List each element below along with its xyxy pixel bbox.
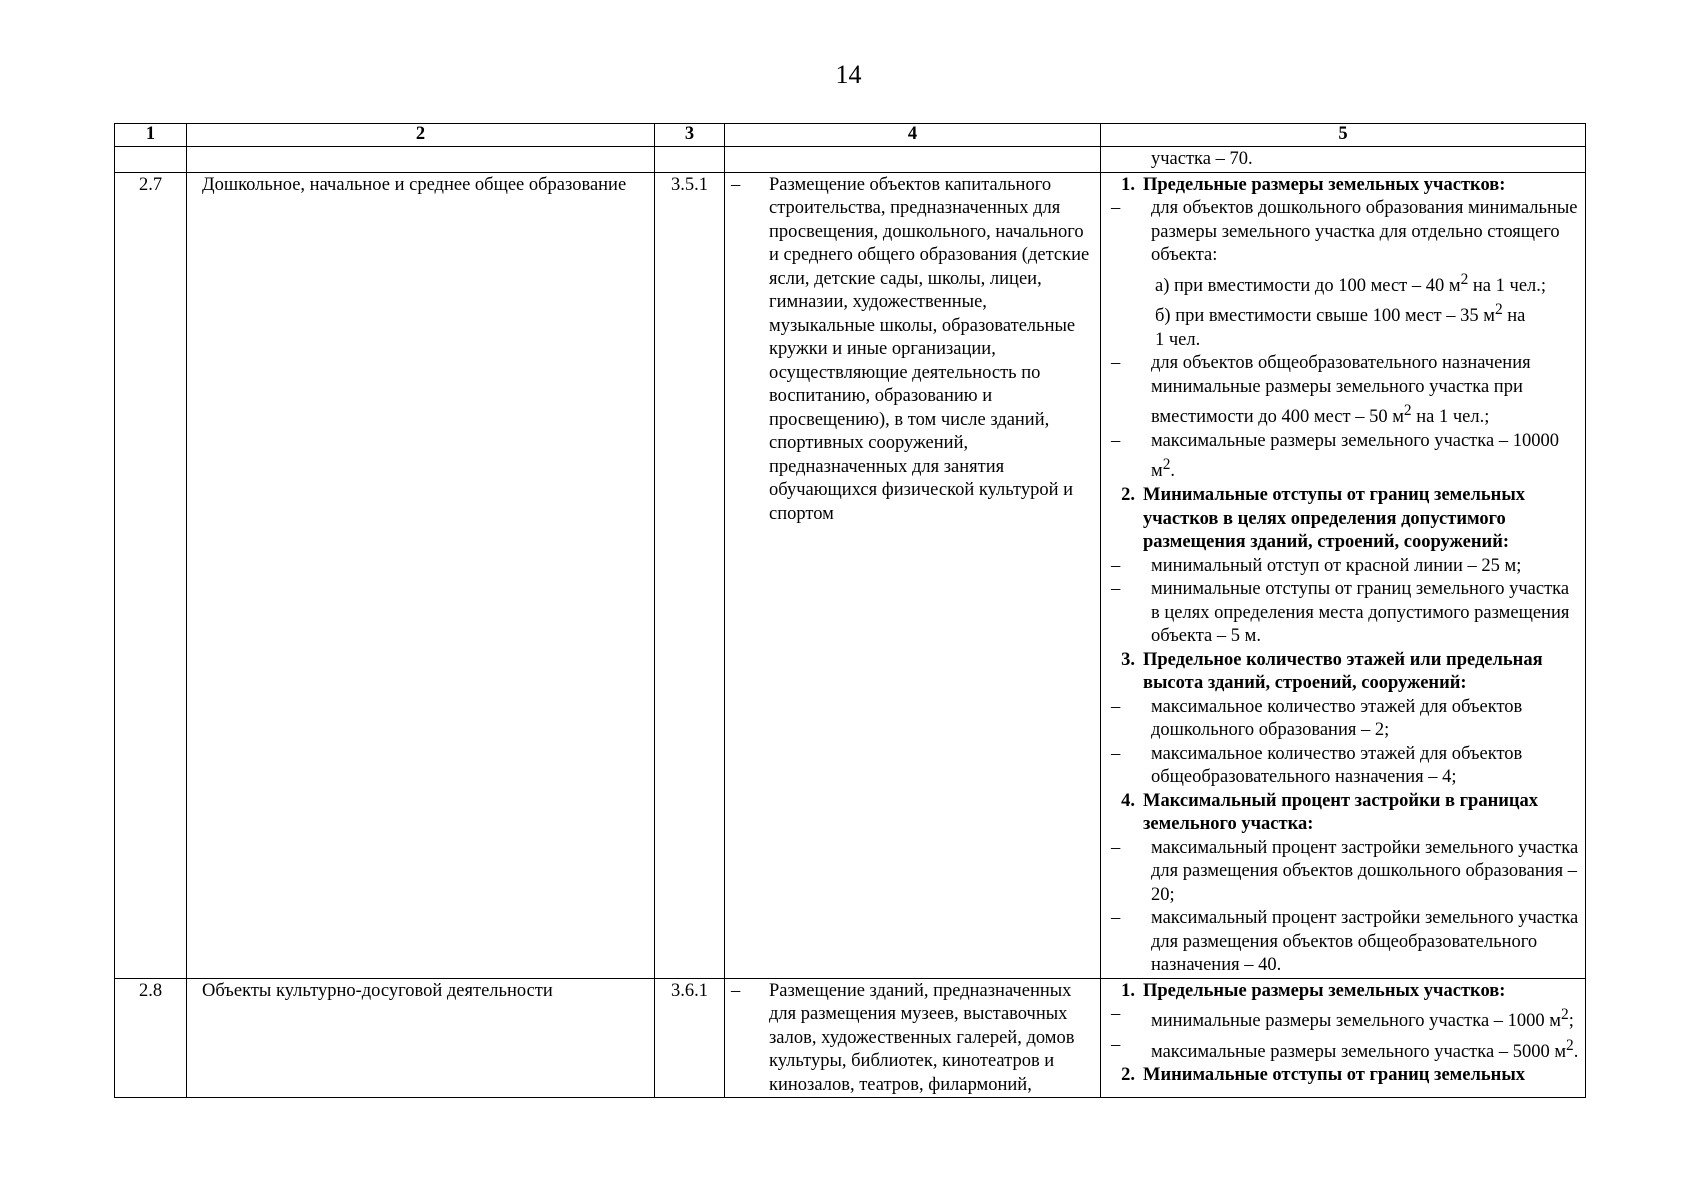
use-type-name: Объекты культурно-досуговой деятельности: [187, 978, 655, 1098]
param-item: – максимальные размеры земельного участка – 10000 $м^2$.: [1111, 430, 1559, 482]
param-heading: 3. Предельное количество этажей или предельная высота зданий, строений, сооружений:: [1121, 649, 1543, 694]
param-item: – максимальный процент застройки земельного участка для размещения объектов общеобразовательного назначения – 40.: [1111, 908, 1579, 976]
param-heading: 1. Предельные размеры земельных участков:: [1121, 980, 1506, 1001]
continuation-cell: участка – 70.: [1101, 147, 1586, 173]
header-cell: 5: [1101, 124, 1586, 147]
param-item: – минимальные отступы от границ земельного участка в целях определения места допустимого размещения объекта – 5 м.: [1111, 579, 1570, 647]
table-row: [115, 172, 1586, 978]
header-cell: 2: [187, 124, 655, 147]
row-number: 2.8: [115, 978, 187, 1098]
param-item: – максимальный процент застройки земельного участка для размещения объектов дошкольного образования – 20;: [1111, 837, 1579, 905]
use-type-name: Дошкольное, начальное и среднее общее образование: [187, 172, 655, 978]
dash-marker: –: [731, 980, 741, 1001]
param-heading: 2. Минимальные отступы от границ земельных участков в целях определения допустимого размещения зданий, строений, сооружений:: [1121, 485, 1526, 553]
param-item: – максимальное количество этажей для объектов общеобразовательного назначения – 4;: [1111, 743, 1523, 788]
parameters-cell: [1101, 172, 1586, 978]
continuation-row: [115, 147, 1586, 173]
param-heading: 1. Предельные размеры земельных участков:: [1121, 174, 1506, 195]
dash-marker: –: [731, 174, 741, 195]
param-subitem: а) при вместимости до 100 мест – 40 $м^2$ на 1 чел.;: [1155, 270, 1547, 296]
param-item: – для объектов общеобразовательного назначения минимальные размеры земельного участка при вместимости до 400 мест – 50 $м^2$ на 1 чел.;: [1111, 353, 1531, 428]
param-subitem-cont: 1 чел.: [1155, 329, 1201, 350]
use-code: 3.6.1: [655, 978, 725, 1098]
description-text: Размещение зданий, предназначенных для размещения музеев, выставочных залов, художественных галерей, домов культуры, библиотек, кинотеатров и кинозалов, театров, филармоний,: [769, 980, 1075, 1095]
table-row: [115, 978, 1586, 1098]
use-description: [725, 978, 1101, 1098]
row-number: 2.7: [115, 172, 187, 978]
param-heading: 4. Максимальный процент застройки в границах земельного участка:: [1121, 790, 1539, 835]
parameters-cell: [1101, 978, 1586, 1098]
page-number: 14: [835, 60, 862, 89]
param-item: – максимальное количество этажей для объектов дошкольного образования – 2;: [1111, 696, 1523, 741]
header-cell: 3: [655, 124, 725, 147]
regulations-table: [114, 123, 1586, 1098]
use-code: 3.5.1: [655, 172, 725, 978]
param-item: – минимальные размеры земельного участка – 1000 $м^2$;: [1111, 1004, 1574, 1032]
header-cell: 4: [725, 124, 1101, 147]
param-item: – максимальные размеры земельного участка – 5000 $м^2$.: [1111, 1034, 1579, 1062]
param-subitem: б) при вместимости свыше 100 мест – 35 $м^2$ на: [1155, 301, 1526, 327]
header-cell: 1: [115, 124, 187, 147]
param-item: – для объектов дошкольного образования минимальные размеры земельного участка для отдельно стоящего объекта:: [1111, 198, 1578, 265]
param-heading: 2. Минимальные отступы от границ земельных: [1121, 1065, 1526, 1086]
table-header-row: [115, 124, 1586, 147]
use-description: [725, 172, 1101, 978]
param-item: – минимальный отступ от красной линии – 25 м;: [1111, 555, 1522, 576]
description-text: Размещение объектов капитального строительства, предназначенных для просвещения, дошкольного, начального и среднего общего образования (детские ясли, детские сады, школы, лицеи, гимназии, художественные, музыкальные школы, образовательные кружки и иные организации, осуществляющие деятельность по воспитанию, образованию и просвещению), в том числе зданий, спортивных сооружений, предназначенных для занятия обучающихся физической культурой и спортом: [769, 174, 1090, 524]
